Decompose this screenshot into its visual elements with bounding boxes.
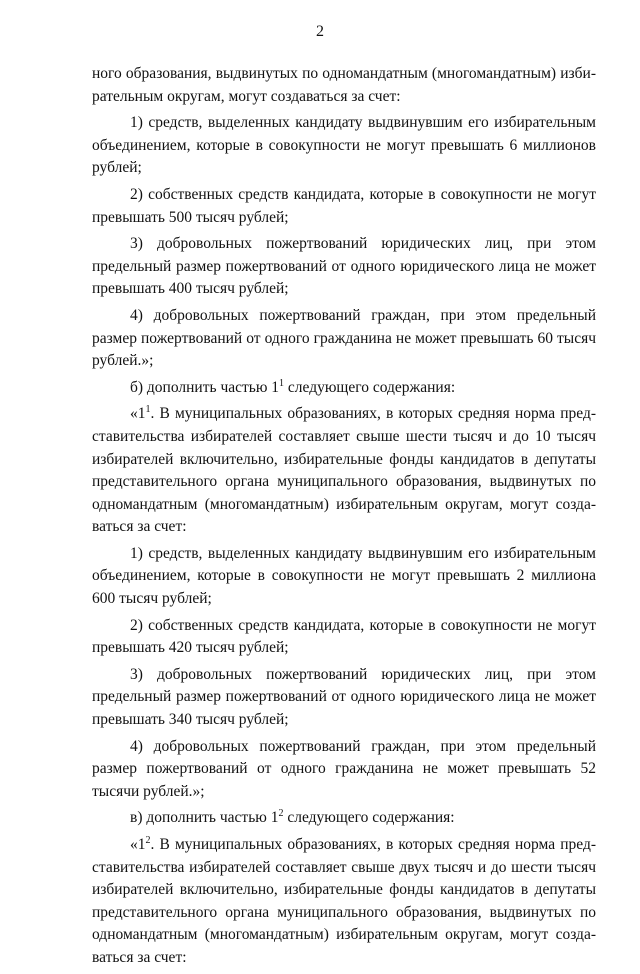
amendment-c-superscript: 2	[278, 808, 284, 820]
part-1-2	[92, 834, 596, 970]
list-item-1: 1) средств, выделенных кандидату выдвинувшим его избирательным объединением, которые в совокупности не могут превышать 6 миллионов рублей;	[92, 114, 596, 177]
list-item-2: 2) собственных средств кандидата, которые в совокупности не могут превышать 420 тысяч рублей;	[92, 616, 596, 657]
part-1-1-superscript: 1	[145, 404, 151, 416]
part-1-1-number: «1	[130, 405, 146, 423]
list-item-4: 4) добровольных пожертвований граждан, при этом предельный размер пожертвований от одного гражданина не может превышать 60 тысяч рублей.»;	[92, 306, 596, 370]
part-1-2-text: . В муниципальных образованиях, в которых средняя норма представительства избирателей составляет свыше двух тысяч и до шести тысяч избирателей включительно, избирательные фонды кандидатов в депутаты представительного органа муниципального образования, выдвинутых по одномандатным (многомандатным) избирательным округам, могут создаваться за счет:	[92, 836, 596, 966]
document-body	[92, 63, 596, 974]
paragraph-continuation: ного образования, выдвинутых по одномандатным (многомандатным) избирательным округам, могут создаваться за счет:	[92, 65, 596, 105]
amendment-b	[92, 377, 596, 400]
list-item-4: 4) добровольных пожертвований граждан, при этом предельный размер пожертвований от одного гражданина не может превышать 52 тысячи рублей.»;	[92, 737, 596, 800]
amendment-b-superscript: 1	[279, 377, 285, 389]
amendment-b-tail: следующего содержания:	[284, 378, 456, 396]
list-item-3: 3) добровольных пожертвований юридических лиц, при этом предельный размер пожертвований от одного юридического лица не может превышать 340 тысяч рублей;	[92, 665, 596, 729]
part-1-2-superscript: 2	[145, 835, 151, 846]
list-item-1: 1) средств, выделенных кандидату выдвинувшим его избирательным объединением, которые в совокупности не могут превышать 2 миллиона 600 тысяч рублей;	[92, 544, 596, 608]
list-item-2: 2) собственных средств кандидата, которые в совокупности не могут превышать 500 тысяч рублей;	[92, 185, 596, 226]
amendment-b-text: б) дополнить частью 1	[130, 378, 280, 396]
amendment-c-text: в) дополнить частью 1	[130, 809, 279, 827]
part-1-1	[92, 403, 596, 539]
part-1-1-text: . В муниципальных образованиях, в которых средняя норма представительства избирателей составляет свыше шести тысяч и до 10 тысяч избирателей включительно, избирательные фонды кандидатов в депутаты представительного органа муниципального образования, выдвинутых по одномандатным (многомандатным) избирательным округам, могут создаваться за счет:	[92, 405, 596, 536]
part-1-2-number: «1	[130, 836, 146, 853]
list-item-3: 3) добровольных пожертвований юридических лиц, при этом предельный размер пожертвований от одного юридического лица не может превышать 400 тысяч рублей;	[92, 235, 596, 298]
page-number: 2	[316, 23, 324, 40]
amendment-c-tail: следующего содержания:	[283, 809, 455, 827]
amendment-c	[92, 807, 596, 830]
